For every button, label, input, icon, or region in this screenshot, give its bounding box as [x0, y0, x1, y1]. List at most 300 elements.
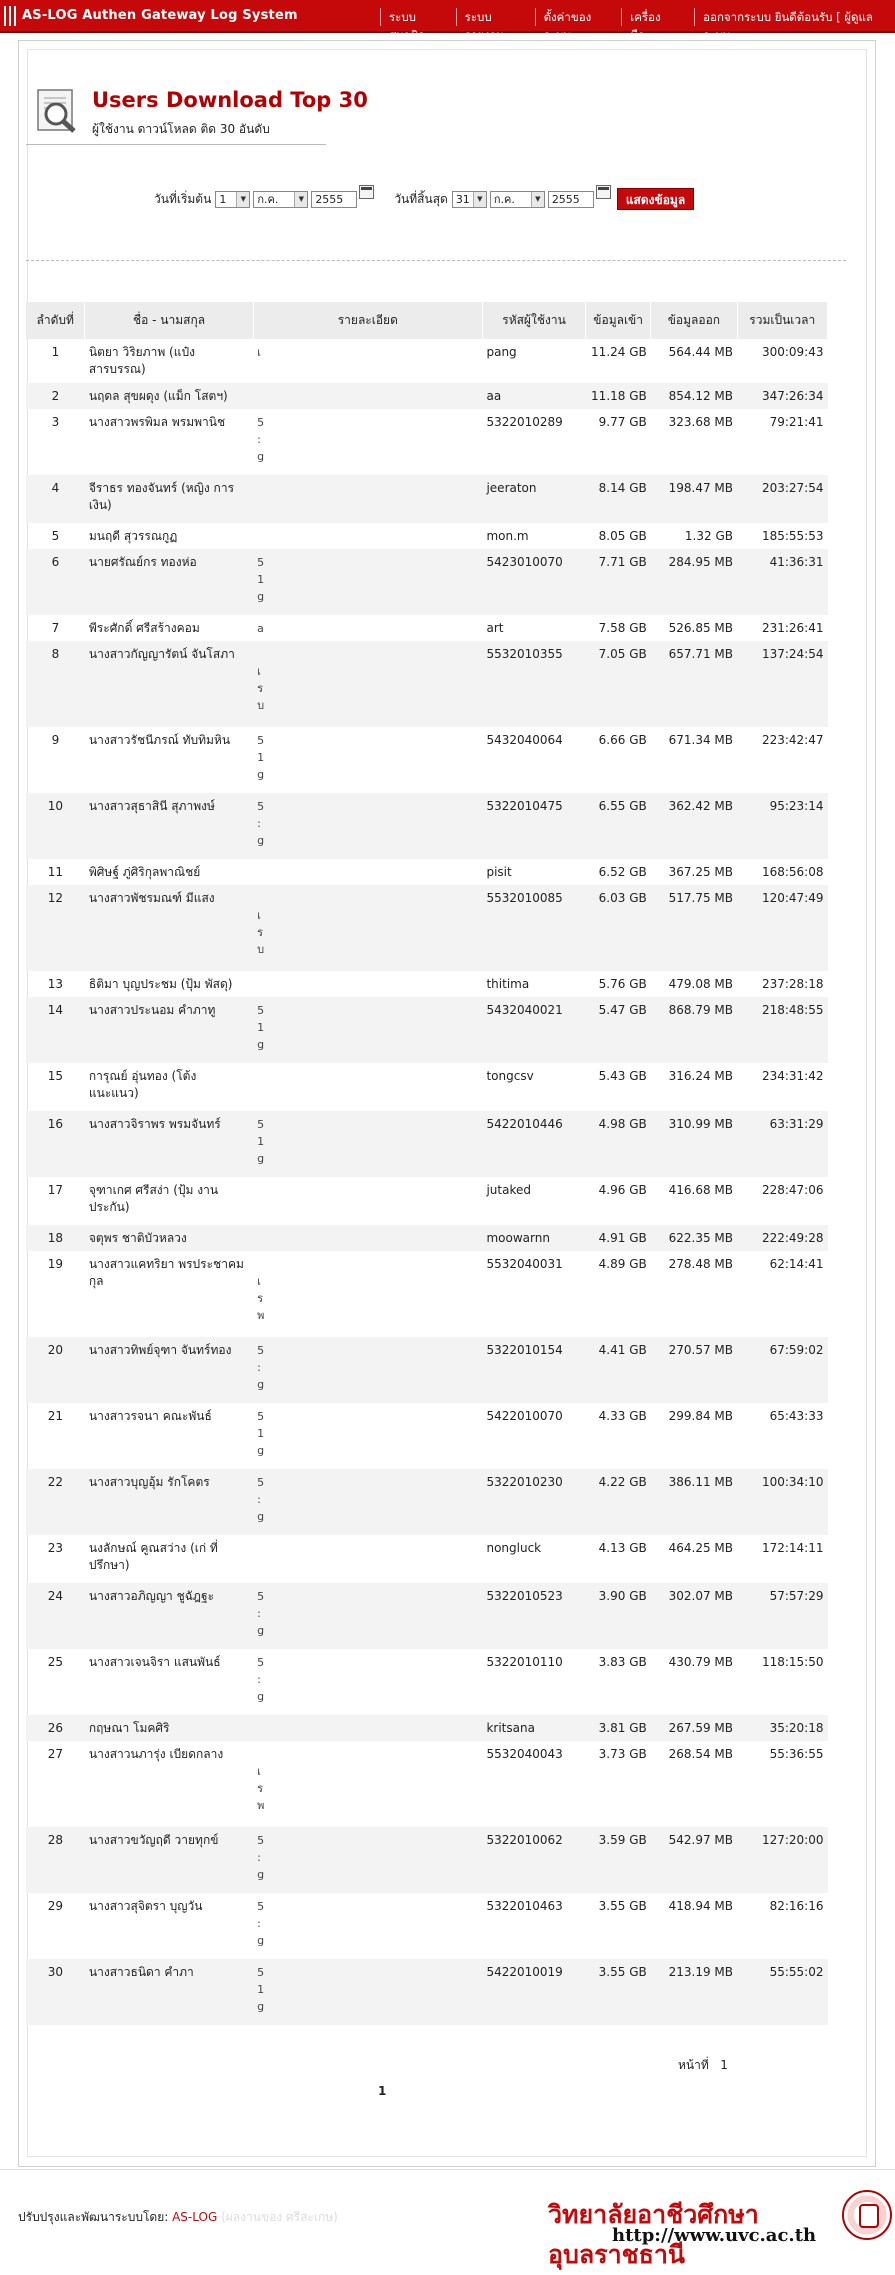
total-time-cell: 65:43:33 — [769, 1409, 824, 1423]
rank-cell: 3 — [51, 415, 60, 429]
rank-cell: 11 — [47, 865, 64, 879]
name-cell: นางสาวเจนจิรา แสนพันธ์ — [88, 1655, 221, 1669]
name-cell: นางสาวทิพย์จุฑา จันทร์ทอง — [85, 1337, 253, 1403]
name-cell: นางสาวแคทริยา พรประชาคมกุล — [88, 1257, 244, 1288]
rank-cell: 15 — [47, 1069, 64, 1083]
table-row[interactable] — [26, 339, 828, 383]
detail-cell — [253, 1225, 482, 1251]
header-divider — [26, 144, 326, 145]
table-row[interactable] — [26, 1111, 828, 1177]
user-id-cell: 5322010289 — [486, 415, 563, 429]
detail-fragment: 5 1 g — [257, 1004, 265, 1051]
detail-cell — [253, 1741, 482, 1827]
start-month-select[interactable]: ก.ค. ▼ — [253, 191, 308, 208]
rank-cell: 18 — [26, 1225, 85, 1251]
total-time-cell: 172:14:11 — [761, 1541, 824, 1555]
table-row[interactable] — [26, 1177, 828, 1225]
user-id-cell: art — [486, 621, 504, 635]
rank-cell: 1 — [51, 345, 60, 359]
detail-fragment: 5 : g — [257, 800, 265, 847]
table-row[interactable] — [26, 549, 828, 615]
data-out-cell: 299.84 MB — [668, 1409, 733, 1423]
section-divider — [26, 260, 846, 261]
detail-cell — [253, 1893, 482, 1959]
data-out-cell: 622.35 MB — [651, 1225, 737, 1251]
user-id-cell: mon.m — [486, 529, 529, 543]
menu-members[interactable]: ระบบสมาชิก — [380, 8, 456, 26]
table-header-row — [26, 302, 828, 339]
name-cell: นางสาวธนิดา คำภา — [85, 1959, 253, 2025]
user-id-cell: 5322010523 — [482, 1583, 585, 1649]
detail-fragment: เ ร พ — [257, 1765, 265, 1812]
date-filter-bar — [154, 188, 694, 210]
menu-settings[interactable]: ตั้งค่าของระบบ — [535, 8, 622, 26]
total-time-cell: 127:20:00 — [737, 1827, 828, 1893]
footer-prefix: ปรับปรุงและพัฒนาระบบโดย: — [18, 2210, 169, 2224]
table-row[interactable] — [26, 997, 828, 1063]
top-download-table — [26, 302, 828, 2025]
data-out-cell: 868.79 MB — [651, 997, 737, 1063]
data-in-cell: 5.76 GB — [598, 977, 647, 991]
app-title: AS-LOG Authen Gateway Log System — [22, 8, 298, 23]
data-in-cell: 9.77 GB — [598, 415, 647, 429]
user-id-cell: pisit — [486, 865, 512, 879]
data-in-cell: 4.91 GB — [586, 1225, 651, 1251]
col-total-time: รวมเป็นเวลา — [737, 302, 828, 339]
rank-cell: 7 — [51, 621, 60, 635]
detail-cell — [253, 793, 482, 859]
name-cell: การุณย์ อุ่นทอง (โต้ง แนะแนว) — [88, 1069, 197, 1100]
pager-label — [678, 2056, 728, 2075]
table-row[interactable] — [26, 615, 828, 641]
table-row[interactable] — [26, 523, 828, 549]
total-time-cell: 185:55:53 — [761, 529, 824, 543]
page-subtitle: ผู้ใช้งาน ดาวน์โหลด ติด 30 อันดับ — [92, 122, 270, 136]
chevron-down-icon: ▼ — [236, 192, 249, 207]
main-menu — [380, 0, 895, 42]
table-row[interactable] — [26, 1469, 828, 1535]
end-year-input[interactable]: 2555 — [548, 191, 594, 208]
detail-cell — [253, 383, 482, 409]
col-rank: ลำดับที่ — [26, 302, 85, 339]
user-id-cell: 5322010230 — [482, 1469, 585, 1535]
data-out-cell: 323.68 MB — [668, 415, 733, 429]
detail-cell — [253, 1649, 482, 1715]
detail-cell — [253, 1177, 482, 1225]
detail-cell — [253, 615, 482, 641]
start-calendar-icon[interactable] — [359, 185, 374, 199]
name-cell: กฤษณา โมคศิริ — [85, 1715, 253, 1741]
data-out-cell: 267.59 MB — [651, 1715, 737, 1741]
data-out-cell: 479.08 MB — [668, 977, 733, 991]
page-link[interactable]: 1 — [378, 2084, 387, 2098]
detail-cell — [253, 1715, 482, 1741]
detail-cell — [253, 409, 482, 475]
detail-cell — [253, 885, 482, 971]
table-row[interactable] — [26, 1403, 828, 1469]
data-in-cell: 3.81 GB — [586, 1715, 651, 1741]
start-date-label: วันที่เริ่มต้น — [154, 191, 212, 206]
data-in-cell: 3.73 GB — [598, 1747, 647, 1761]
college-url[interactable]: http://www.uvc.ac.th — [612, 2225, 817, 2246]
detail-cell — [253, 997, 482, 1063]
user-id-cell: 5322010463 — [486, 1899, 563, 1913]
detail-cell — [253, 1583, 482, 1649]
name-cell: นฤดล สุขผดุง (แม็ก โสตฯ) — [85, 383, 253, 409]
data-in-cell: 6.03 GB — [586, 885, 651, 971]
user-id-cell: pang — [486, 345, 517, 359]
data-out-cell: 1.32 GB — [684, 529, 733, 543]
data-in-cell: 4.22 GB — [586, 1469, 651, 1535]
user-id-cell: 5532010355 — [482, 641, 585, 727]
data-in-cell: 3.59 GB — [586, 1827, 651, 1893]
user-id-cell: 5532040031 — [486, 1257, 563, 1271]
menu-reports[interactable]: ระบบรายงาน — [456, 8, 535, 26]
data-out-cell: 310.99 MB — [651, 1111, 737, 1177]
detail-fragment: เ — [257, 346, 261, 359]
pager-text: หน้าที่ — [678, 2058, 709, 2072]
rank-cell: 19 — [47, 1257, 64, 1271]
user-id-cell: 5432040064 — [486, 733, 563, 747]
name-cell: นางสาวจิราพร พรมจันทร์ — [85, 1111, 253, 1177]
name-cell: นางสาวสุธาสินี สุภาพงษ์ — [85, 793, 253, 859]
total-time-cell: 82:16:16 — [769, 1899, 824, 1913]
user-id-cell: moowarnn — [482, 1225, 585, 1251]
rank-cell: 8 — [26, 641, 85, 727]
detail-cell — [253, 1827, 482, 1893]
total-time-cell: 231:26:41 — [761, 621, 824, 635]
total-time-cell: 100:34:10 — [737, 1469, 828, 1535]
table-row[interactable] — [26, 383, 828, 409]
detail-cell — [253, 1403, 482, 1469]
data-out-cell: 268.54 MB — [668, 1747, 733, 1761]
detail-cell — [253, 339, 482, 383]
table-row[interactable] — [26, 1715, 828, 1741]
footer-divider — [0, 2169, 895, 2170]
detail-cell — [253, 523, 482, 549]
data-out-cell: 270.57 MB — [651, 1337, 737, 1403]
detail-cell — [253, 1337, 482, 1403]
table-row[interactable] — [26, 1583, 828, 1649]
chevron-down-icon: ▼ — [294, 192, 307, 207]
col-data-in: ข้อมูลเข้า — [586, 302, 651, 339]
rank-cell: 22 — [26, 1469, 85, 1535]
rank-cell: 21 — [47, 1409, 64, 1423]
table-row[interactable] — [26, 971, 828, 997]
data-out-cell: 526.85 MB — [668, 621, 733, 635]
name-cell: นิตยา วิริยภาพ (แป๋ง สารบรรณ) — [88, 345, 195, 376]
name-cell: นางสาวกัญญารัตน์ จันโสภา — [85, 641, 253, 727]
user-id-cell: jutaked — [486, 1183, 531, 1197]
user-id-cell: 5422010070 — [486, 1409, 563, 1423]
data-in-cell: 3.90 GB — [586, 1583, 651, 1649]
total-time-cell: 234:31:42 — [761, 1069, 824, 1083]
table-row[interactable] — [26, 1225, 828, 1251]
data-in-cell: 4.13 GB — [598, 1541, 647, 1555]
detail-fragment: 5 : g — [257, 1900, 265, 1947]
col-detail: รายละเอียด — [253, 302, 482, 339]
rank-cell: 24 — [26, 1583, 85, 1649]
rank-cell: 4 — [26, 475, 85, 523]
detail-fragment: a — [257, 622, 264, 635]
data-out-cell: 386.11 MB — [651, 1469, 737, 1535]
user-id-cell: 5322010475 — [482, 793, 585, 859]
data-in-cell: 6.52 GB — [598, 865, 647, 879]
data-in-cell: 4.89 GB — [598, 1257, 647, 1271]
detail-cell — [253, 641, 482, 727]
data-in-cell: 3.55 GB — [598, 1899, 647, 1913]
total-time-cell: 222:49:28 — [737, 1225, 828, 1251]
name-cell: นายศรัณย์กร ทองห่อ — [85, 549, 253, 615]
name-cell: นางสาวขวัญฤดี วายทุกข์ — [85, 1827, 253, 1893]
menu-logout[interactable]: ออกจากระบบ ยินดีต้อนรับ [ ผู้ดูแลระบบ — [694, 8, 895, 26]
detail-fragment: 5 : g — [257, 416, 265, 463]
start-year-input[interactable]: 2555 — [311, 191, 357, 208]
detail-cell — [253, 475, 482, 523]
detail-cell — [253, 1111, 482, 1177]
rank-cell: 23 — [47, 1541, 64, 1555]
total-time-cell: 218:48:55 — [737, 997, 828, 1063]
user-id-cell: 5322010154 — [482, 1337, 585, 1403]
data-in-cell: 11.24 GB — [591, 345, 647, 359]
rank-cell: 2 — [26, 383, 85, 409]
data-out-cell: 367.25 MB — [668, 865, 733, 879]
total-time-cell: 347:26:34 — [737, 383, 828, 409]
table-row[interactable] — [26, 859, 828, 885]
total-time-cell: 67:59:02 — [737, 1337, 828, 1403]
data-in-cell: 4.33 GB — [598, 1409, 647, 1423]
end-day-select[interactable]: 31 ▼ — [452, 191, 487, 208]
chevron-down-icon: ▼ — [531, 192, 544, 207]
user-id-cell: 5432040021 — [482, 997, 585, 1063]
table-row[interactable] — [26, 475, 828, 523]
detail-cell — [253, 1535, 482, 1583]
data-in-cell: 7.58 GB — [598, 621, 647, 635]
data-out-cell: 517.75 MB — [651, 885, 737, 971]
rank-cell: 16 — [26, 1111, 85, 1177]
chevron-down-icon: ▼ — [473, 192, 486, 207]
rank-cell: 20 — [26, 1337, 85, 1403]
detail-fragment: 5 : g — [257, 1476, 265, 1523]
user-id-cell: nongluck — [486, 1541, 542, 1555]
end-calendar-icon[interactable] — [596, 185, 611, 199]
name-cell: นางสาวบุญอุ้ม รักโคตร — [85, 1469, 253, 1535]
table-row[interactable] — [26, 1251, 828, 1337]
user-id-cell: aa — [482, 383, 585, 409]
detail-fragment: 5 : g — [257, 1590, 265, 1637]
data-out-cell: 564.44 MB — [668, 345, 733, 359]
detail-cell — [253, 1251, 482, 1337]
pager-current: 1 — [720, 2058, 728, 2072]
table-row[interactable] — [26, 1063, 828, 1111]
end-date-label: วันที่สิ้นสุด — [394, 191, 448, 206]
name-cell: พีระศักดิ์ ศรีสร้างคอม — [88, 621, 200, 635]
data-in-cell: 6.55 GB — [586, 793, 651, 859]
table-row[interactable] — [26, 1649, 828, 1715]
name-cell: นางสาวนภารุ่ง เบียดกลาง — [88, 1747, 224, 1761]
rank-cell: 25 — [47, 1655, 64, 1669]
name-cell: นางสาวประนอม คำภาทู — [85, 997, 253, 1063]
name-cell: นางสาวรัชนีภรณ์ ทับทิมหิน — [88, 733, 231, 747]
rank-cell: 14 — [26, 997, 85, 1063]
name-cell: นางสาวสุจิตรา บุญวัน — [88, 1899, 203, 1913]
college-name: วิทยาลัยอาชีวศึกษาอุบลราชธานี — [548, 2200, 759, 2269]
rank-cell: 6 — [26, 549, 85, 615]
data-in-cell: 5.47 GB — [586, 997, 651, 1063]
data-in-cell: 11.18 GB — [586, 383, 651, 409]
col-name: ชื่อ - นามสกุล — [85, 302, 253, 339]
data-in-cell: 8.14 GB — [586, 475, 651, 523]
data-out-cell: 657.71 MB — [651, 641, 737, 727]
name-cell: นางสาวพัชรมณฑ์ มีแสง — [85, 885, 253, 971]
rank-cell: 10 — [26, 793, 85, 859]
rank-cell: 28 — [26, 1827, 85, 1893]
table-row[interactable] — [26, 1337, 828, 1403]
data-in-cell: 4.41 GB — [586, 1337, 651, 1403]
detail-cell — [253, 1469, 482, 1535]
top-navigation-bar — [0, 0, 895, 42]
detail-cell — [253, 1063, 482, 1111]
rank-cell: 9 — [51, 733, 60, 747]
detail-fragment: เ ร บ — [257, 665, 265, 712]
user-id-cell: 5532040043 — [486, 1747, 563, 1761]
detail-cell — [253, 971, 482, 997]
start-day-select[interactable]: 1 ▼ — [215, 191, 250, 208]
data-out-cell: 198.47 MB — [651, 475, 737, 523]
report-magnifier-icon — [36, 88, 80, 134]
total-time-cell: 55:36:55 — [769, 1747, 824, 1761]
user-id-cell: kritsana — [482, 1715, 585, 1741]
detail-fragment: 5 1 g — [257, 556, 265, 603]
data-in-cell: 6.66 GB — [598, 733, 647, 747]
data-in-cell: 5.43 GB — [598, 1069, 647, 1083]
data-out-cell: 284.95 MB — [651, 549, 737, 615]
data-in-cell: 3.55 GB — [586, 1959, 651, 2025]
rank-cell: 12 — [26, 885, 85, 971]
user-id-cell: 5423010070 — [482, 549, 585, 615]
menu-tools[interactable]: เครื่องมือ — [621, 8, 680, 26]
table-row[interactable] — [26, 727, 828, 793]
rank-cell: 13 — [47, 977, 64, 991]
total-time-cell: 62:14:41 — [769, 1257, 824, 1271]
data-out-cell: 671.34 MB — [668, 733, 733, 747]
total-time-cell: 228:47:06 — [761, 1183, 824, 1197]
detail-cell — [253, 727, 482, 793]
rank-cell: 29 — [47, 1899, 64, 1913]
total-time-cell: 79:21:41 — [769, 415, 824, 429]
table-row[interactable] — [26, 1741, 828, 1827]
col-data-out: ข้อมูลออก — [651, 302, 737, 339]
name-cell: นางสาวพรพิมล พรมพานิช — [88, 415, 226, 429]
total-time-cell: 168:56:08 — [761, 865, 824, 879]
user-id-cell: 5322010062 — [482, 1827, 585, 1893]
total-time-cell: 137:24:54 — [737, 641, 828, 727]
detail-fragment: 5 : g — [257, 1834, 265, 1881]
total-time-cell: 35:20:18 — [737, 1715, 828, 1741]
total-time-cell: 300:09:43 — [761, 345, 824, 359]
detail-fragment: 5 1 g — [257, 1410, 265, 1457]
detail-fragment: 5 1 g — [257, 734, 265, 781]
detail-fragment: 5 : g — [257, 1344, 265, 1391]
footer-credit — [18, 2208, 338, 2227]
name-cell: นงลักษณ์ คูณสว่าง (เก่ ที่ปรึกษา) — [88, 1541, 218, 1572]
table-row[interactable] — [26, 1959, 828, 2025]
total-time-cell: 118:15:50 — [761, 1655, 824, 1669]
total-time-cell: 55:55:02 — [737, 1959, 828, 2025]
table-row[interactable] — [26, 1535, 828, 1583]
data-out-cell: 430.79 MB — [668, 1655, 733, 1669]
rank-cell: 5 — [51, 529, 60, 543]
data-out-cell: 854.12 MB — [651, 383, 737, 409]
end-month-select[interactable]: ก.ค. ▼ — [490, 191, 545, 208]
data-out-cell: 213.19 MB — [651, 1959, 737, 2025]
user-id-cell: 5532010085 — [482, 885, 585, 971]
data-out-cell: 418.94 MB — [668, 1899, 733, 1913]
user-id-cell: 5422010019 — [482, 1959, 585, 2025]
total-time-cell: 120:47:49 — [737, 885, 828, 971]
table-row[interactable] — [26, 409, 828, 475]
detail-fragment: 5 1 g — [257, 1118, 265, 1165]
detail-fragment: 5 : g — [257, 1656, 265, 1703]
name-cell: พิศิษฐ์ ภู่ศิริกุลพาณิชย์ — [88, 865, 201, 879]
user-id-cell: 5422010446 — [482, 1111, 585, 1177]
footer-faded-text: (ผลงานของ ศรีสะเกษ) — [221, 2210, 338, 2224]
table-row[interactable] — [26, 1893, 828, 1959]
table-row[interactable] — [26, 885, 828, 971]
page-title: Users Download Top 30 — [92, 88, 368, 112]
rank-cell: 30 — [26, 1959, 85, 2025]
name-cell: จีราธร ทองจันทร์ (หญิง การเงิน) — [85, 475, 253, 523]
data-out-cell: 362.42 MB — [651, 793, 737, 859]
detail-cell — [253, 549, 482, 615]
data-in-cell: 4.98 GB — [586, 1111, 651, 1177]
name-cell: มนฤดี สุวรรณกูฏ — [88, 529, 178, 543]
footer-brand-link[interactable]: AS-LOG — [172, 2210, 218, 2224]
name-cell: จุฑาเกศ ศรีสง่า (ปุ้ม งานประกัน) — [88, 1183, 219, 1214]
name-cell: จตุพร ชาติบัวหลวง — [85, 1225, 253, 1251]
total-time-cell: 57:57:29 — [737, 1583, 828, 1649]
total-time-cell: 95:23:14 — [737, 793, 828, 859]
college-seal-logo — [842, 2190, 892, 2240]
data-out-cell: 464.25 MB — [668, 1541, 733, 1555]
rank-cell: 17 — [47, 1183, 64, 1197]
data-out-cell: 416.68 MB — [668, 1183, 733, 1197]
app-logo-stripes — [4, 6, 16, 26]
name-cell: นางสาวรจนา คณะพันธ์ — [88, 1409, 212, 1423]
user-id-cell: jeeraton — [482, 475, 585, 523]
detail-cell — [253, 859, 482, 885]
data-in-cell: 8.05 GB — [598, 529, 647, 543]
detail-fragment: 5 1 g — [257, 1966, 265, 2013]
table-row[interactable] — [26, 641, 828, 727]
name-cell: ธิติมา บุญประชม (ปุ้ม พัสดุ) — [88, 977, 233, 991]
data-out-cell: 278.48 MB — [668, 1257, 733, 1271]
user-id-cell: thitima — [486, 977, 530, 991]
data-in-cell: 7.71 GB — [586, 549, 651, 615]
table-row[interactable] — [26, 1827, 828, 1893]
detail-fragment: เ ร บ — [257, 909, 265, 956]
rank-cell: 27 — [47, 1747, 64, 1761]
user-id-cell: tongcsv — [486, 1069, 534, 1083]
detail-fragment: เ ร พ — [257, 1275, 265, 1322]
show-data-button[interactable]: แสดงข้อมูล — [617, 188, 694, 210]
data-in-cell: 7.05 GB — [586, 641, 651, 727]
total-time-cell: 223:42:47 — [761, 733, 824, 747]
detail-cell — [253, 1959, 482, 2025]
data-in-cell: 4.96 GB — [598, 1183, 647, 1197]
total-time-cell: 203:27:54 — [737, 475, 828, 523]
table-row[interactable] — [26, 793, 828, 859]
